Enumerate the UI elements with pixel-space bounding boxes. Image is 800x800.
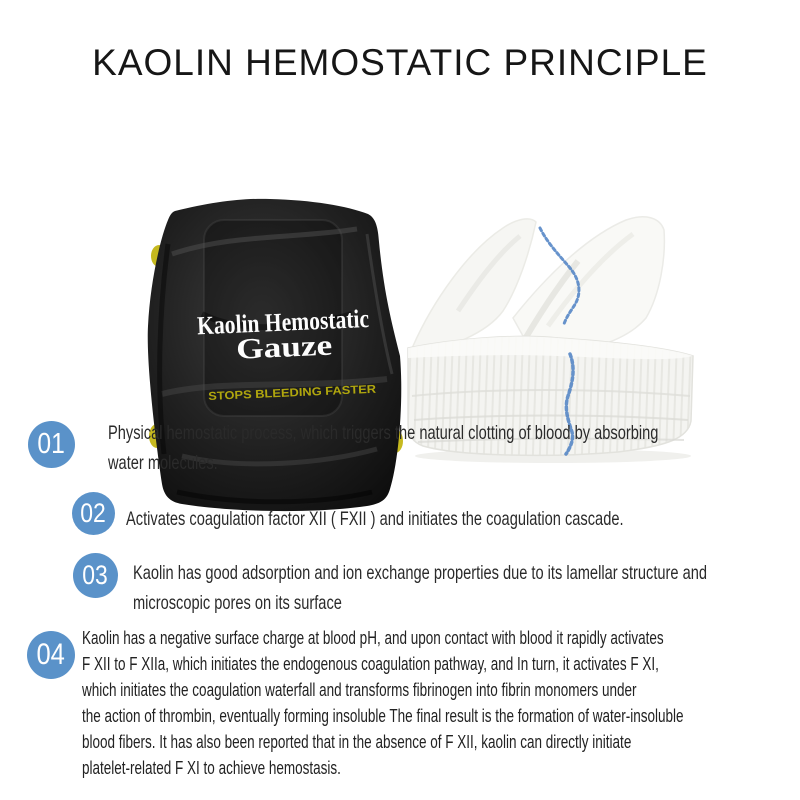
step-number: 04	[36, 638, 66, 671]
package-label-line2: Gauze	[235, 330, 316, 366]
step-badge-04	[27, 631, 75, 679]
step-text-03	[133, 558, 707, 618]
gauze-fold-right	[513, 217, 664, 354]
step-number: 02	[80, 498, 107, 528]
step-text-line: Kaolin has good adsorption and ion exchange properties due to its lamellar structure and	[133, 562, 707, 584]
step-text-line: Physical hemostatic process, which triggers the natural clotting of blood by absorbing	[108, 422, 659, 444]
step-badge-03	[73, 553, 118, 598]
package-label-line1: Kaolin Hemostatic	[196, 302, 405, 341]
step-text-line: water molecules.	[108, 452, 218, 474]
step-text-line: blood fibers. It has also been reported that in the absence of F XII, kaolin can directly initiate	[82, 732, 632, 752]
product-photo-area	[0, 96, 800, 426]
step-text-line: F XII to F XIIa, which initiates the endogenous coagulation pathway, and In turn, it activates F XI,	[82, 654, 659, 674]
step-text-01	[108, 418, 658, 478]
package-tagline: STOPS BLEEDING FASTER	[207, 384, 359, 404]
page-title: KAOLIN HEMOSTATIC PRINCIPLE	[92, 42, 708, 83]
step-number: 03	[82, 560, 109, 590]
step-text-line: platelet-related F XI to achieve hemostasis.	[82, 758, 341, 778]
step-text-line: the action of thrombin, eventually forming insoluble The final result is the formation of water-insoluble	[82, 706, 684, 726]
step-badge-02	[72, 492, 115, 535]
step-text-line: microscopic pores on its surface	[133, 592, 342, 614]
step-text-line: which initiates the coagulation waterfall and transforms fibrinogen into fibrin monomers under	[82, 680, 637, 700]
step-text-04	[82, 625, 684, 781]
step-text-02	[126, 504, 624, 534]
step-number: 01	[37, 428, 66, 460]
step-badge-01	[28, 421, 75, 468]
step-text-line: Activates coagulation factor XII ( FXII ) and initiates the coagulation cascade.	[126, 508, 624, 530]
step-text-line: Kaolin has a negative surface charge at blood pH, and upon contact with blood it rapidly activates	[82, 628, 664, 648]
